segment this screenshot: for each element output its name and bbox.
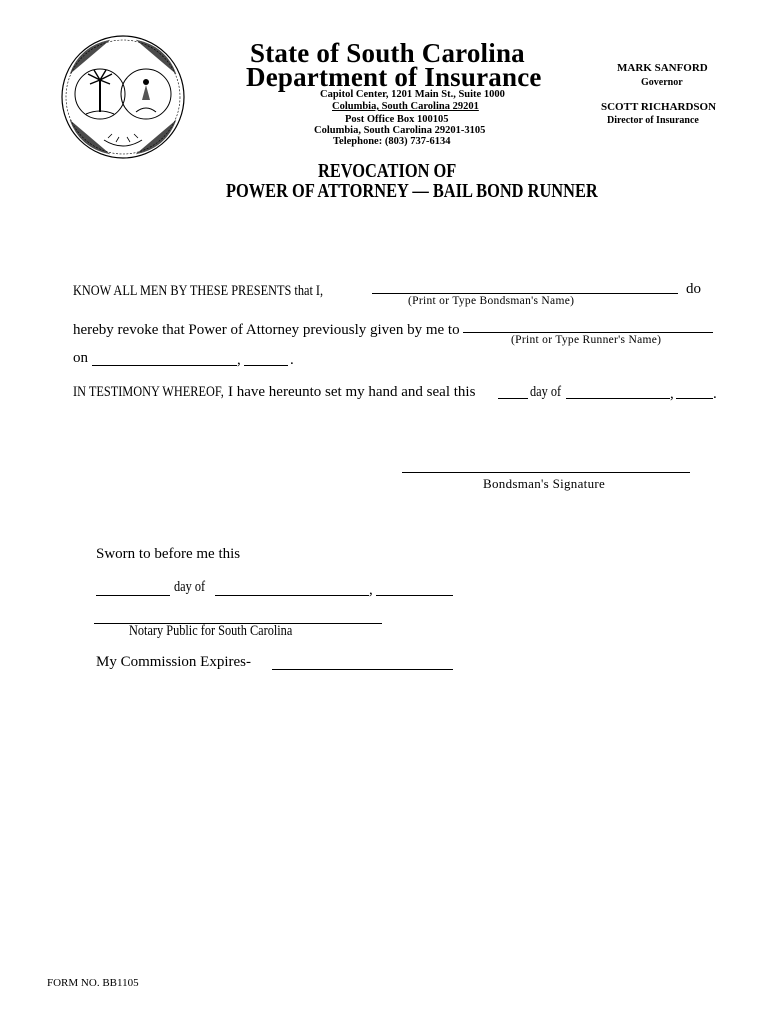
address-line-2: Columbia, South Carolina 29201 xyxy=(332,101,479,112)
governor-title: Governor xyxy=(641,77,683,88)
commission-text: My Commission Expires- xyxy=(96,654,252,670)
commission-expires-field[interactable] xyxy=(272,669,453,670)
form-number: FORM NO. BB1105 xyxy=(47,977,139,989)
testimony-month-field[interactable] xyxy=(566,398,670,399)
notary-year-field[interactable] xyxy=(376,595,453,596)
address-line-3: Post Office Box 100105 xyxy=(345,114,449,125)
notary-caption: Notary Public for South Carolina xyxy=(129,623,293,639)
sworn-text: Sworn to before me this xyxy=(96,546,241,562)
bondsman-name-caption: (Print or Type Bondsman's Name) xyxy=(408,295,575,307)
telephone: Telephone: (803) 737-6134 xyxy=(333,136,451,147)
state-seal-icon xyxy=(60,34,186,160)
runner-name-caption: (Print or Type Runner's Name) xyxy=(511,334,662,346)
do-text: do xyxy=(686,281,701,297)
testimony-day-of: day of xyxy=(530,384,562,400)
bondsman-signature-field[interactable] xyxy=(402,472,690,473)
testimony-comma: , xyxy=(670,386,674,402)
revoke-text: hereby revoke that Power of Attorney previously given by me to xyxy=(73,322,460,338)
address-line-4: Columbia, South Carolina 29201-3105 xyxy=(314,125,486,136)
on-date-field[interactable] xyxy=(92,365,237,366)
governor-name: MARK SANFORD xyxy=(617,62,708,74)
state-heading: State of South Carolina xyxy=(250,38,525,68)
form-title-line-2: POWER OF ATTORNEY — BAIL BOND RUNNER xyxy=(226,180,598,202)
signature-caption: Bondsman's Signature xyxy=(483,476,606,491)
testimony-year-field[interactable] xyxy=(676,398,713,399)
testimony-text: I have hereunto set my hand and seal this xyxy=(228,384,476,400)
testimony-prefix: IN TESTIMONY WHEREOF, xyxy=(73,384,224,400)
on-text: on xyxy=(73,350,88,366)
runner-name-field[interactable] xyxy=(463,332,713,333)
testimony-day-field[interactable] xyxy=(498,398,528,399)
notary-day-field[interactable] xyxy=(96,595,170,596)
on-year-field[interactable] xyxy=(244,365,288,366)
know-all-text: KNOW ALL MEN BY THESE PRESENTS that I, xyxy=(73,283,324,299)
notary-comma: , xyxy=(369,582,373,598)
notary-day-of: day of xyxy=(174,579,206,595)
bondsman-name-field[interactable] xyxy=(372,293,678,294)
notary-month-field[interactable] xyxy=(215,595,369,596)
address-line-1: Capitol Center, 1201 Main St., Suite 1000 xyxy=(320,89,505,100)
on-comma: , xyxy=(237,352,241,368)
director-name: SCOTT RICHARDSON xyxy=(601,101,717,113)
testimony-period: . xyxy=(713,386,717,402)
form-title-line-1: REVOCATION OF xyxy=(318,160,457,182)
director-title: Director of Insurance xyxy=(607,115,699,126)
department-heading: Department of Insurance xyxy=(246,62,542,92)
on-period: . xyxy=(290,352,294,368)
